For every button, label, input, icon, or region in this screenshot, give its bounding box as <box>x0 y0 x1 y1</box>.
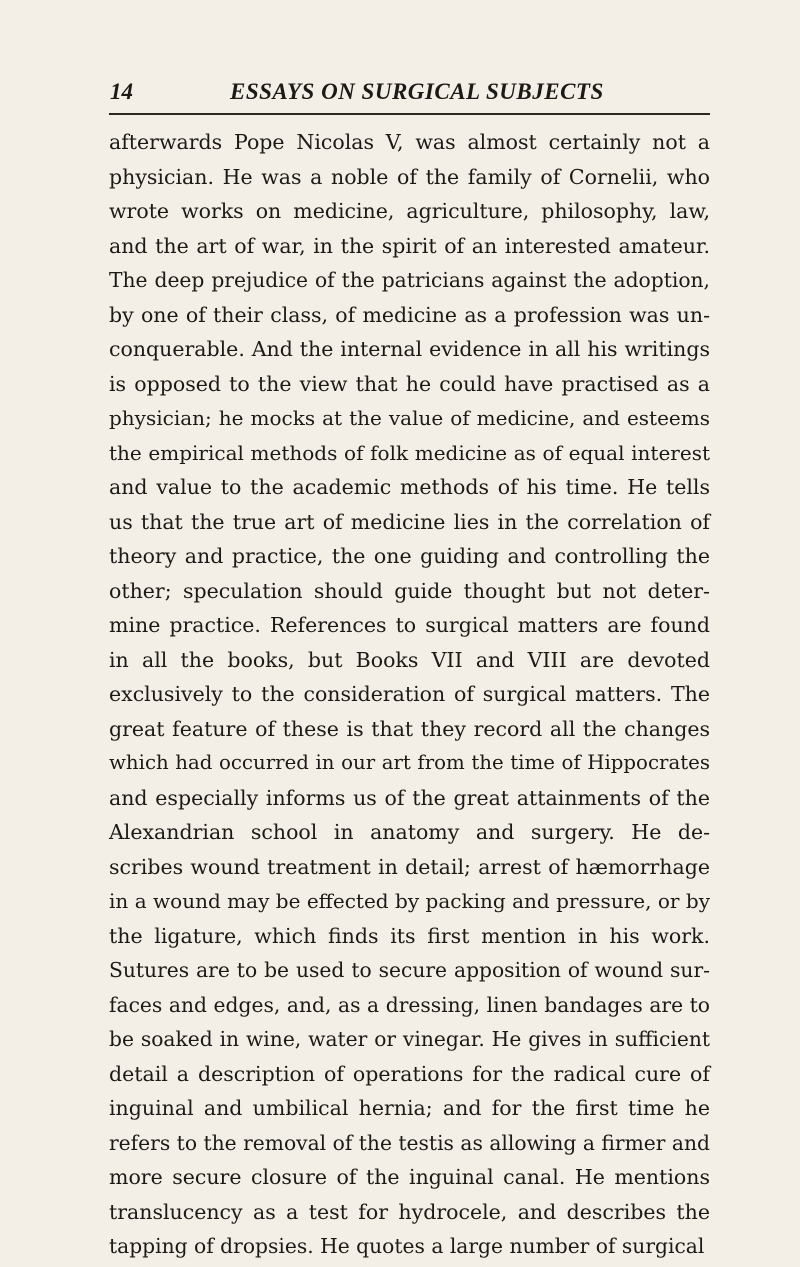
text-line: physician. He was a noble of the family of Cornelii, who <box>109 164 710 189</box>
body-text <box>109 125 710 1264</box>
text-line: other; speculation should guide thought but not deter- <box>109 578 710 603</box>
text-line: and especially informs us of the great attainments of the <box>109 785 710 810</box>
text-line: physician; he mocks at the value of medicine, and esteems <box>109 406 710 430</box>
text-line: Sutures are to be used to secure apposition of wound sur- <box>109 958 710 982</box>
text-line: the ligature, which finds its first mention in his work. <box>109 923 710 948</box>
text-line: which had occurred in our art from the time of Hippocrates <box>109 751 710 774</box>
text-line: inguinal and umbilical hernia; and for the first time he <box>109 1096 710 1120</box>
text-line: the empirical methods of folk medicine as of equal interest <box>109 440 710 465</box>
text-line: exclusively to the consideration of surgical matters. The <box>109 682 710 706</box>
text-line: in a wound may be effected by packing and pressure, or by <box>109 889 710 913</box>
text-line: faces and edges, and, as a dressing, linen bandages are to <box>109 992 710 1017</box>
text-line: wrote works on medicine, agriculture, philosophy, law, <box>109 199 710 223</box>
running-head: ESSAYS ON SURGICAL SUBJECTS <box>230 79 604 104</box>
text-line: theory and practice, the one guiding and controlling the <box>109 544 710 568</box>
text-line: afterwards Pope Nicolas V, was almost certainly not a <box>109 130 710 154</box>
text-line: tapping of dropsies. He quotes a large number of surgical <box>109 1234 705 1258</box>
text-line: The deep prejudice of the patricians against the adoption, <box>109 268 710 292</box>
text-line: us that the true art of medicine lies in the correlation of <box>109 509 710 534</box>
text-line: in all the books, but Books VII and VIII are devoted <box>109 647 710 672</box>
header-rule <box>109 113 710 115</box>
text-line: and the art of war, in the spirit of an interested amateur. <box>109 233 710 258</box>
text-line: translucency as a test for hydrocele, and describes the <box>109 1199 710 1224</box>
text-line: Alexandrian school in anatomy and surgery. He de- <box>109 820 710 844</box>
text-line: and value to the academic methods of his time. He tells <box>109 475 710 499</box>
page-header <box>109 72 710 112</box>
text-line: detail a description of operations for the radical cure of <box>109 1061 710 1086</box>
text-line: conquerable. And the internal evidence in all his writings <box>109 337 710 361</box>
text-line: by one of their class, of medicine as a profession was un- <box>109 302 710 327</box>
text-line: mine practice. References to surgical matters are found <box>109 613 710 637</box>
text-line: be soaked in wine, water or vinegar. He gives in sufficient <box>109 1027 710 1051</box>
page-number: 14 <box>110 79 133 104</box>
text-line: refers to the removal of the testis as allowing a firmer and <box>109 1130 710 1155</box>
text-line: more secure closure of the inguinal canal. He mentions <box>109 1165 710 1189</box>
text-line: is opposed to the view that he could have practised as a <box>109 371 710 396</box>
text-line: scribes wound treatment in detail; arrest of hæmorrhage <box>109 854 710 879</box>
text-line: great feature of these is that they record all the changes <box>109 716 710 741</box>
